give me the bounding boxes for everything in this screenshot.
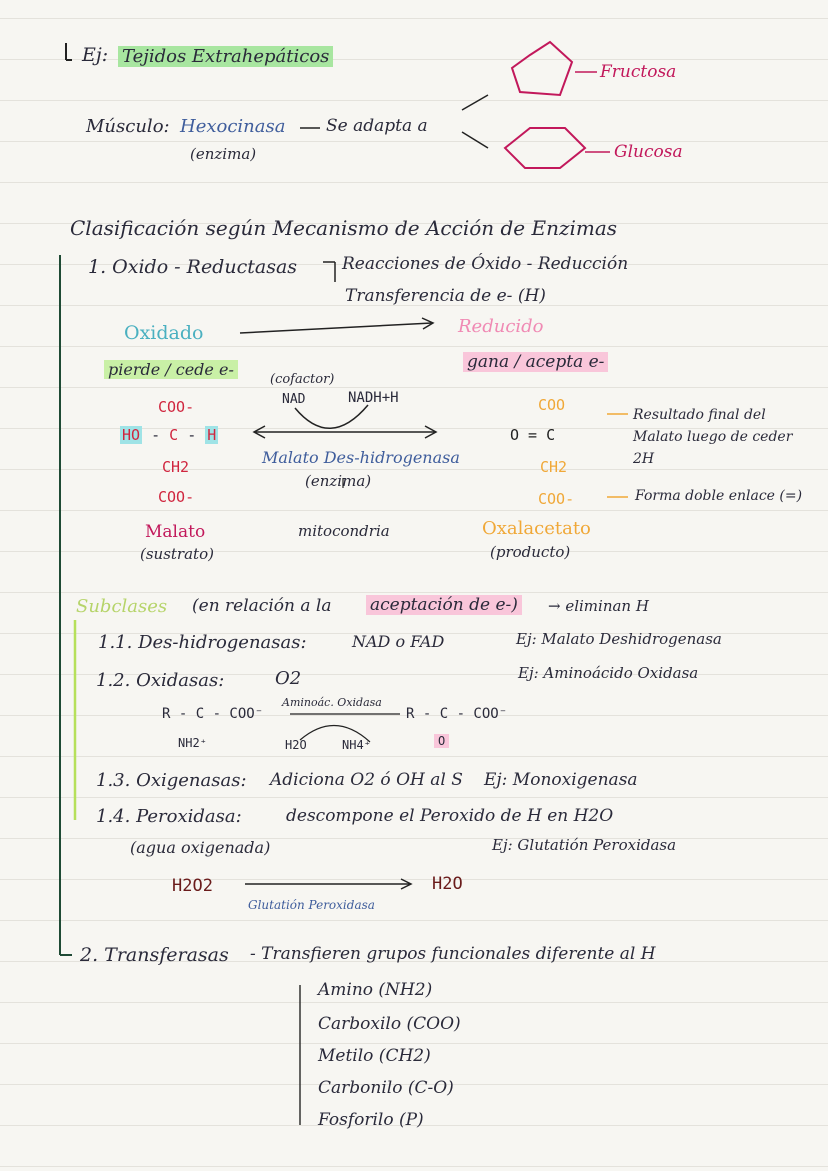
classification-title: Clasificación según Mecanismo de Acción de Enzimas [70, 216, 618, 240]
oxalo-coo-top: COO [538, 396, 566, 414]
sub-1-2-example: Ej: Aminoácido Oxidasa [518, 664, 699, 682]
fructose-label: Fructosa [600, 62, 677, 82]
rxn-nh4: NH4⁺ [342, 738, 371, 752]
oxalo-name: Oxalacetato [482, 518, 591, 539]
oxalo-oc: O = C [510, 426, 556, 444]
nad-label: NAD [282, 392, 306, 407]
group-methyl: Metilo (CH2) [318, 1046, 431, 1066]
rxn-left: R - C - COO⁻ [162, 706, 264, 722]
rxn-right-sub: O [434, 734, 449, 748]
nadh-label: NADH+H [348, 390, 399, 406]
sub-1-1: 1.1. Des-hidrogenasas: [98, 632, 307, 653]
subclasses-relation: (en relación a la [192, 596, 332, 616]
sub-1-1-value: NAD o FAD [352, 632, 445, 651]
sub-1-1-example: Ej: Malato Deshidrogenasa [516, 630, 722, 648]
oxido-reductasas-heading: 1. Oxido - Reductasas [88, 256, 298, 278]
reduced-label: Reducido [458, 316, 544, 337]
adapts-label: Se adapta a [326, 116, 428, 136]
sub-1-4-example: Ej: Glutatión Peroxidasa [492, 836, 677, 854]
cofactor-label: (cofactor) [270, 372, 335, 387]
mitochondria-label: mitocondria [298, 522, 390, 540]
transfer-label: Transferencia de e- (H) [345, 286, 546, 306]
group-carbonyl: Carbonilo (C-O) [318, 1078, 454, 1098]
group-amino: Amino (NH2) [318, 980, 433, 1000]
sub-1-2: 1.2. Oxidasas: [96, 670, 225, 691]
sub-1-2-value: O2 [275, 668, 302, 689]
glutathione-label: Glutatión Peroxidasa [248, 898, 375, 912]
glucose-label: Glucosa [614, 142, 683, 162]
malate-coo-bottom: COO- [158, 488, 195, 506]
enzyme-note: (enzima) [190, 145, 257, 163]
oxalo-role: (producto) [490, 543, 571, 561]
sub-1-3-value: Adiciona O2 ó OH al S [270, 770, 463, 790]
sub-1-4-value: descompone el Peroxido de H en H2O [286, 806, 614, 826]
subclasses-title: Subclases [76, 596, 168, 617]
h2o-product: H2O [432, 874, 463, 894]
reactions-label: Reacciones de Óxido - Reducción [342, 254, 629, 274]
loses-electrons: pierde / cede e- [104, 360, 238, 379]
oxidized-label: Oxidado [124, 322, 204, 344]
rxn-left-sub: NH2⁺ [178, 736, 207, 750]
enzyme-tag: (enzima) [305, 472, 372, 490]
hexocinasa-label: Hexocinasa [180, 116, 286, 137]
malate-coo-top: COO- [158, 398, 195, 416]
transferases-desc: - Transfieren grupos funcionales diferente al H [250, 944, 656, 964]
malate-ch2: CH2 [162, 458, 190, 476]
gains-electrons: gana / acepta e- [463, 352, 608, 372]
enzyme-name: Malato Des-hidrogenasa [262, 448, 460, 467]
malate-name: Malato [145, 522, 206, 542]
rxn-h2o: H2O [285, 738, 307, 752]
extrahepatic-heading: Tejidos Extrahepáticos [118, 46, 333, 67]
transferases-heading: 2. Transferasas [80, 944, 229, 966]
oxalo-ch2: CH2 [540, 458, 568, 476]
malate-role: (sustrato) [140, 545, 214, 563]
sub-1-3-example: Ej: Monoxigenasa [484, 770, 638, 790]
ej-label: Ej: [82, 44, 109, 66]
rxn-right: R - C - COO⁻ [406, 706, 508, 722]
sub-1-3: 1.3. Oxigenasas: [96, 770, 247, 791]
rxn-enzyme: Aminoác. Oxidasa [282, 696, 382, 709]
sub-1-4-note: (agua oxigenada) [130, 838, 271, 857]
oxalo-note-double: Forma doble enlace (=) [635, 488, 803, 504]
group-phosphoryl: Fosforilo (P) [318, 1110, 424, 1130]
group-carboxyl: Carboxilo (COO) [318, 1014, 461, 1034]
oxalo-note-result: Resultado final del Malato luego de ceder 2H [633, 407, 793, 467]
muscle-label: Músculo: [86, 116, 170, 137]
h2o2-label: H2O2 [172, 876, 213, 896]
malate-middle: HO - C - H [122, 426, 217, 444]
eliminate-h: → eliminan H [548, 597, 649, 615]
oxalo-coo-bottom: COO- [538, 490, 575, 508]
subclasses-acceptance: aceptación de e-) [366, 595, 522, 615]
sub-1-4: 1.4. Peroxidasa: [96, 806, 242, 827]
